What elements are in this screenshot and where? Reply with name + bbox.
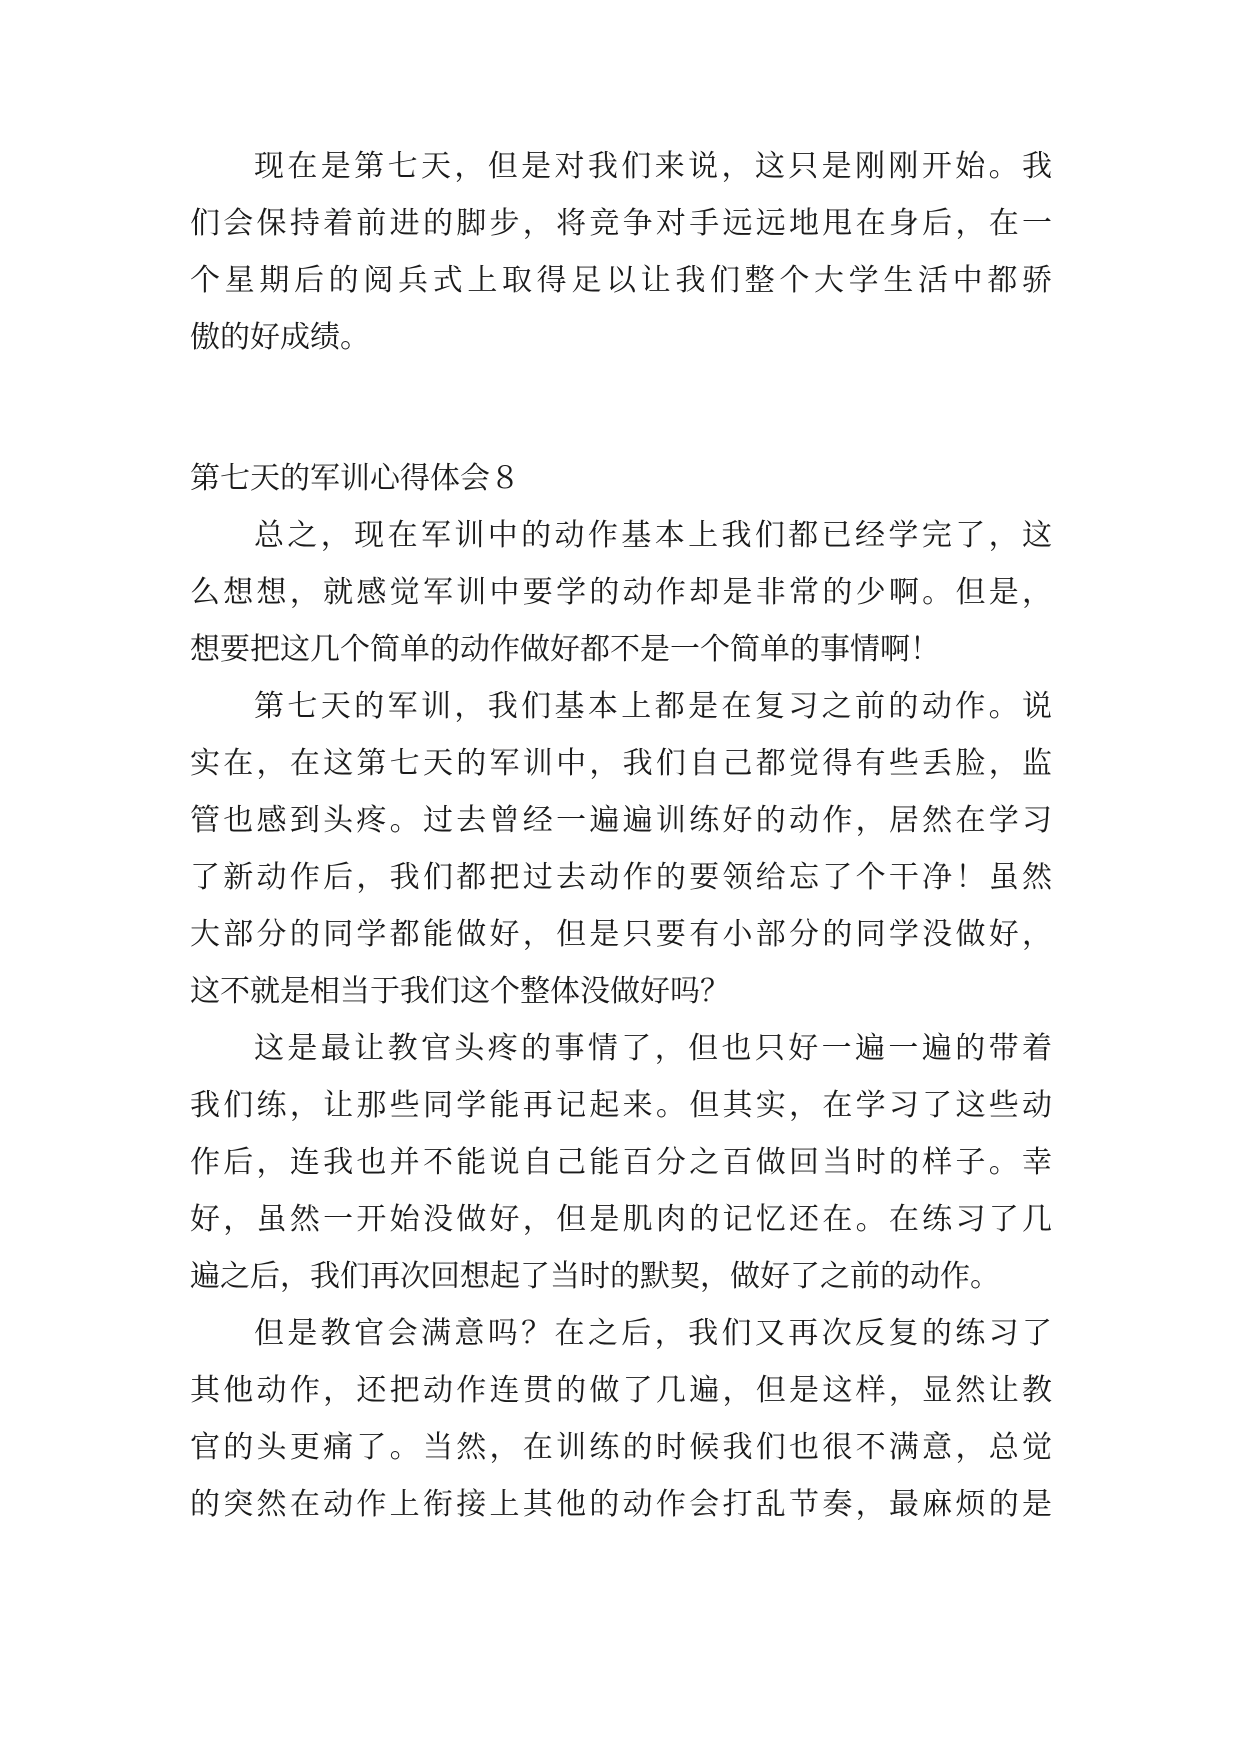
paragraph-line: 管也感到头疼。过去曾经一遍遍训练好的动作，居然在学习 [190, 803, 1052, 838]
paragraph-line: 第七天的军训，我们基本上都是在复习之前的动作。说 [254, 689, 1052, 724]
paragraph-line: 现在是第七天，但是对我们来说，这只是刚刚开始。我 [254, 149, 1052, 184]
paragraph-line: 么想想，就感觉军训中要学的动作却是非常的少啊。但是， [190, 575, 1052, 610]
paragraph-3 [190, 678, 1052, 1020]
paragraph-1 [190, 138, 1052, 366]
paragraph-line: 的突然在动作上衔接上其他的动作会打乱节奏，最麻烦的是 [190, 1487, 1052, 1522]
paragraph-line: 遍之后，我们再次回想起了当时的默契，做好了之前的动作。 [190, 1259, 1000, 1294]
paragraph-line: 好，虽然一开始没做好，但是肌肉的记忆还在。在练习了几 [190, 1202, 1052, 1237]
paragraph-line: 总之，现在军训中的动作基本上我们都已经学完了，这 [254, 518, 1052, 553]
paragraph-line: 其他动作，还把动作连贯的做了几遍，但是这样，显然让教 [190, 1373, 1052, 1408]
paragraph-4 [190, 1020, 1052, 1305]
paragraph-line: 作后，连我也并不能说自己能百分之百做回当时的样子。幸 [190, 1145, 1052, 1180]
paragraph-5 [190, 1305, 1052, 1533]
paragraph-2 [190, 507, 1052, 678]
paragraph-line: 傲的好成绩。 [190, 320, 370, 355]
paragraph-line: 官的头更痛了。当然，在训练的时候我们也很不满意，总觉 [190, 1430, 1052, 1465]
section-heading: 第七天的军训心得体会８ [190, 461, 520, 496]
paragraph-line: 们会保持着前进的脚步，将竞争对手远远地甩在身后，在一 [190, 206, 1052, 241]
paragraph-line: 我们练，让那些同学能再记起来。但其实，在学习了这些动 [190, 1088, 1052, 1123]
paragraph-line: 个星期后的阅兵式上取得足以让我们整个大学生活中都骄 [190, 263, 1052, 298]
paragraph-line: 了新动作后，我们都把过去动作的要领给忘了个干净！虽然 [190, 860, 1052, 895]
paragraph-line: 实在，在这第七天的军训中，我们自己都觉得有些丢脸，监 [190, 746, 1052, 781]
paragraph-line: 这不就是相当于我们这个整体没做好吗？ [190, 974, 730, 1009]
paragraph-line: 大部分的同学都能做好，但是只要有小部分的同学没做好， [190, 917, 1052, 952]
paragraph-line: 这是最让教官头疼的事情了，但也只好一遍一遍的带着 [254, 1031, 1052, 1066]
paragraph-line: 想要把这几个简单的动作做好都不是一个简单的事情啊！ [190, 632, 940, 667]
paragraph-line: 但是教官会满意吗？在之后，我们又再次反复的练习了 [254, 1316, 1052, 1351]
